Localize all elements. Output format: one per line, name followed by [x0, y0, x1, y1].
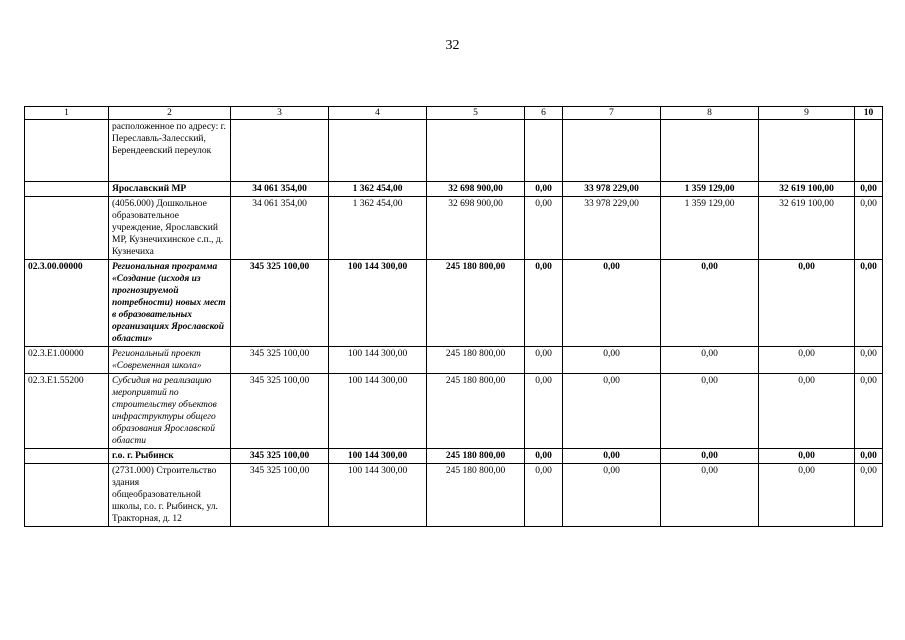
cell-value: 34 061 354,00	[231, 182, 329, 197]
col-header: 7	[563, 107, 661, 120]
cell-value: 0,00	[855, 374, 883, 449]
cell-value: 245 180 800,00	[427, 260, 525, 347]
cell-value: 0,00	[661, 464, 759, 527]
table-row	[25, 464, 883, 527]
row-code	[25, 464, 109, 527]
row-code: 02.3.E1.00000	[25, 347, 109, 374]
cell-value: 245 180 800,00	[427, 449, 525, 464]
cell-value: 0,00	[525, 374, 563, 449]
row-name: Субсидия на реализацию мероприятий по строительству объектов инфраструктуры общего образования Ярославской области	[109, 374, 231, 449]
cell-value: 100 144 300,00	[329, 374, 427, 449]
page-number: 32	[445, 38, 460, 53]
cell-value	[759, 120, 855, 182]
col-header: 4	[329, 107, 427, 120]
cell-value: 1 359 129,00	[661, 197, 759, 260]
cell-value: 33 978 229,00	[563, 182, 661, 197]
cell-value: 345 325 100,00	[231, 464, 329, 527]
cell-value: 0,00	[563, 374, 661, 449]
cell-value: 0,00	[855, 197, 883, 260]
cell-value: 32 619 100,00	[759, 197, 855, 260]
col-header: 2	[109, 107, 231, 120]
budget-table	[24, 106, 883, 527]
row-name: Ярославский МР	[109, 182, 231, 197]
cell-value: 0,00	[525, 449, 563, 464]
cell-value: 245 180 800,00	[427, 347, 525, 374]
cell-value: 245 180 800,00	[427, 374, 525, 449]
row-name: расположенное по адресу: г. Переславль-Залесский, Берендеевский переулок	[109, 120, 231, 182]
cell-value: 1 359 129,00	[661, 182, 759, 197]
cell-value: 345 325 100,00	[231, 347, 329, 374]
cell-value: 0,00	[759, 374, 855, 449]
cell-value: 0,00	[759, 464, 855, 527]
cell-value: 345 325 100,00	[231, 260, 329, 347]
table-row	[25, 182, 883, 197]
row-code	[25, 182, 109, 197]
col-header: 6	[525, 107, 563, 120]
cell-value: 100 144 300,00	[329, 347, 427, 374]
row-code: 02.3.00.00000	[25, 260, 109, 347]
row-code	[25, 197, 109, 260]
cell-value: 32 698 900,00	[427, 197, 525, 260]
cell-value: 0,00	[661, 449, 759, 464]
cell-value: 0,00	[525, 197, 563, 260]
cell-value: 34 061 354,00	[231, 197, 329, 260]
table-row	[25, 449, 883, 464]
cell-value: 1 362 454,00	[329, 182, 427, 197]
col-header: 9	[759, 107, 855, 120]
cell-value: 100 144 300,00	[329, 464, 427, 527]
row-name: (2731.000) Строительство здания общеобразовательной школы, г.о. г. Рыбинск, ул. Тракторная, д. 12	[109, 464, 231, 527]
cell-value: 345 325 100,00	[231, 374, 329, 449]
row-name: Региональный проект «Современная школа»	[109, 347, 231, 374]
cell-value: 32 619 100,00	[759, 182, 855, 197]
cell-value: 100 144 300,00	[329, 449, 427, 464]
cell-value	[329, 120, 427, 182]
cell-value: 0,00	[855, 464, 883, 527]
cell-value: 0,00	[855, 182, 883, 197]
table-row	[25, 347, 883, 374]
cell-value: 0,00	[563, 260, 661, 347]
cell-value: 0,00	[855, 347, 883, 374]
cell-value	[661, 120, 759, 182]
cell-value: 100 144 300,00	[329, 260, 427, 347]
cell-value: 0,00	[661, 374, 759, 449]
col-header: 8	[661, 107, 759, 120]
cell-value: 33 978 229,00	[563, 197, 661, 260]
cell-value: 0,00	[525, 260, 563, 347]
col-header: 5	[427, 107, 525, 120]
cell-value: 0,00	[855, 449, 883, 464]
cell-value	[525, 120, 563, 182]
cell-value: 245 180 800,00	[427, 464, 525, 527]
table-row	[25, 197, 883, 260]
cell-value: 0,00	[525, 347, 563, 374]
row-name: Региональная программа «Создание (исходя из прогнозируемой потребности) новых мест в образовательных организациях Ярославской области»	[109, 260, 231, 347]
row-code	[25, 449, 109, 464]
cell-value: 0,00	[525, 182, 563, 197]
table-row	[25, 260, 883, 347]
cell-value	[427, 120, 525, 182]
cell-value: 0,00	[525, 464, 563, 527]
row-name: г.о. г. Рыбинск	[109, 449, 231, 464]
cell-value: 0,00	[759, 260, 855, 347]
row-code	[25, 120, 109, 182]
cell-value: 0,00	[563, 449, 661, 464]
cell-value	[231, 120, 329, 182]
cell-value: 0,00	[563, 347, 661, 374]
cell-value: 345 325 100,00	[231, 449, 329, 464]
cell-value: 0,00	[759, 449, 855, 464]
cell-value: 0,00	[759, 347, 855, 374]
table-row	[25, 120, 883, 182]
cell-value: 0,00	[855, 260, 883, 347]
cell-value: 0,00	[661, 347, 759, 374]
col-header: 10	[855, 107, 883, 120]
col-header: 3	[231, 107, 329, 120]
cell-value: 1 362 454,00	[329, 197, 427, 260]
cell-value: 32 698 900,00	[427, 182, 525, 197]
cell-value	[855, 120, 883, 182]
cell-value: 0,00	[563, 464, 661, 527]
header-row	[25, 107, 883, 120]
row-code: 02.3.E1.55200	[25, 374, 109, 449]
row-name: (4056.000) Дошкольное образовательное учреждение, Ярославский МР, Кузнечихинское с.п., д. Кузнечиха	[109, 197, 231, 260]
cell-value: 0,00	[661, 260, 759, 347]
col-header: 1	[25, 107, 109, 120]
cell-value	[563, 120, 661, 182]
table-row	[25, 374, 883, 449]
